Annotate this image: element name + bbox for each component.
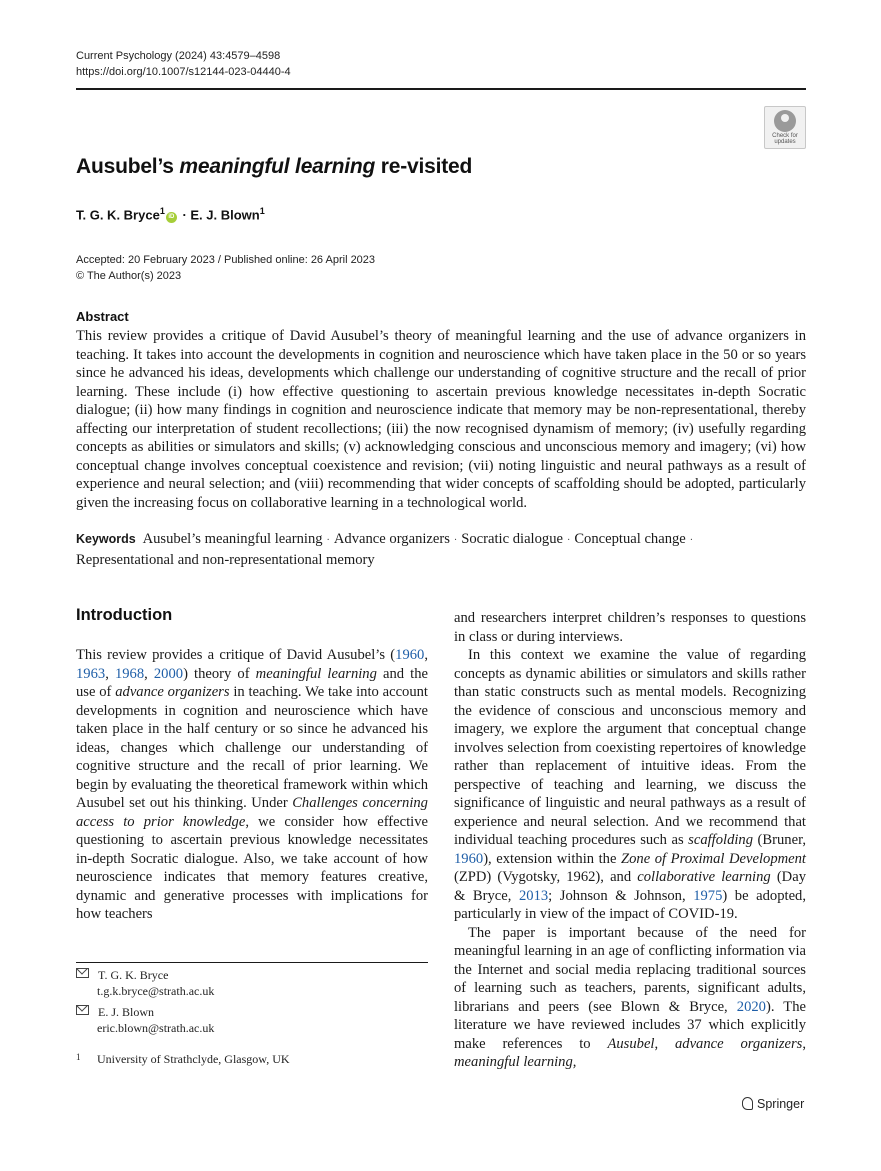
journal-citation [76,48,291,80]
text-run: , [654,1035,675,1052]
crossmark-label-1: Check for [772,133,798,139]
text-run: , [424,647,428,663]
keyword-separator: · [453,535,458,546]
publisher-name: Springer [757,1097,805,1111]
keyword-item: Representational and non-representational memory [76,551,375,568]
text-run: ), extension within the [483,850,621,867]
italic-term: Ausubel [607,1035,655,1052]
keyword-item: Advance organizers [333,531,450,547]
text-run: (Day & Bryce, [454,869,806,904]
text-run: This review provides a critique of David Ausubel’s ( [76,647,396,663]
text-run: , we consider how effective questioning to ascertain previous knowledge necessitates in-depth Socratic dialogue. Also, we take account of how neuroscience indicates that memory features creative, dynamic and generative processes with implications for how teachers [76,813,428,922]
envelope-icon [76,968,89,978]
publication-dates [76,252,375,284]
accepted-published-line: Accepted: 20 February 2023 / Published online: 26 April 2023 [76,254,376,266]
doi-link[interactable]: https://doi.org/10.1007/s12144-023-04440-4 [76,66,291,78]
keywords-label: Keywords [76,532,136,546]
copyright-line: © The Author(s) 2023 [76,270,182,282]
footnote-email[interactable]: t.g.k.bryce@strath.ac.uk [97,983,215,998]
author-affiliation-sup-2: 1 [259,206,265,216]
text-run: ). The literature we have reviewed includes 37 which explicitly make references to [454,998,806,1052]
author-affiliation-sup-1: 1 [159,206,165,216]
header-rule [76,88,806,90]
correspondence-author-1 [76,968,214,999]
italic-term: collaborative learning [637,869,771,885]
author-list [76,206,265,223]
springer-horse-icon [742,1097,753,1110]
title-part2: re-visited [375,155,473,178]
text-run: (Bruner, [753,832,807,848]
keyword-separator: · [689,535,694,546]
italic-term: advance organizers [674,1035,803,1052]
title-part1: Ausubel’s [76,155,180,178]
body-column-right [454,609,806,1072]
text-run: , [105,665,115,682]
text-run: , [802,1035,807,1052]
citation-link[interactable]: 1960 [395,647,425,663]
italic-term: meaningful learning [255,665,377,682]
italic-term: scaffolding [688,832,754,848]
citation-link[interactable]: 2020 [736,998,766,1015]
text-run: in teaching. We take into account developments in cognition and neuroscience which have taken place in the half century or so since he advanced his ideas, changes which challenge our understanding of cognitive structure and the recall of prior learning. We begin by evaluating the theoretical framework within which Ausubel set out his thinking. Under [76,684,428,811]
correspondence-author-2 [76,1005,214,1036]
abstract-text: This review provides a critique of David Ausubel’s theory of meaningful learning and the use of advance organizers in teaching. It takes into account the developments in cognition and neuroscience which have taken place in the 50 or so years since he advanced his ideas, developments which challenge our understanding of cognitive structure and the recall of prior learning. These include (i) how effective questioning to ascertain previous knowledge necessitates in-depth Socratic dialogue; (ii) how many findings in cognition and neuroscience indicate that memory may be non-representational, thereby affecting our interpretation of student recollections; (iii) the now recognised dynamism of memory; (iv) usefully regarding concepts as abilities or simulators and skills; (v) acknowledging conscious and unconscious memory and imagery; (vi) how conceptual change involves conceptual coexistence and revision; (vii) noting linguistic and neural pathways as a result of experience and neural selection; and (viii) recommending that wider concepts of scaffolding should be adopted, particularly given the increasing focus on collaborative learning in a technological world. [76,328,806,511]
text-run: In this context we examine the value of regarding concepts as dynamic abilities or simulators and skills rather than static constructs such as mental models. Recognizing the evidence of conscious and unconscious memory and imagery, we explore the argument that conceptual change involves selection from coexisting repertoires of knowledge rather than replacement of intuitive ideas. From the perspective of teaching and learning, we discuss the significance of linguistic and neural pathways as a result of experience and neural selection. And we recommend that individual teaching procedures such as [454,647,806,848]
affiliation-number: 1 [76,1052,81,1062]
italic-term: advance organizers [115,684,230,700]
italic-term: meaningful learning, [454,1054,577,1070]
journal-line: Current Psychology (2024) 43:4579–4598 [76,50,281,62]
check-for-updates-button[interactable] [764,106,806,149]
keywords-block [76,530,806,569]
section-heading-introduction: Introduction [76,606,173,624]
intro-paragraph-1 [76,646,428,924]
author-name-1[interactable]: T. G. K. Bryce [76,207,160,223]
crossmark-label-2: updates [774,139,796,145]
author-separator: · [178,207,191,223]
text-run: , [144,665,154,682]
text-run: and the use of [76,665,428,700]
text-run: ; Johnson & Johnson, [548,887,694,904]
article-title [76,155,472,179]
body-column-left [76,646,428,924]
author-name-2[interactable]: E. J. Blown [190,207,260,223]
keyword-item: Socratic dialogue [461,531,563,547]
publisher-logo [742,1097,804,1111]
keyword-separator: · [326,535,330,546]
citation-link[interactable]: 2000 [153,665,184,682]
italic-term: Zone of Proximal Development [621,850,806,867]
affiliation-text: University of Strathclyde, Glasgow, UK [97,1052,290,1066]
footnote-rule [76,962,428,963]
keyword-separator: · [566,535,571,546]
intro-paragraph-continued: and researchers interpret children’s responses to questions in class or during interviews. [454,610,806,645]
citation-link[interactable]: 1968 [114,665,145,682]
keyword-item: Conceptual change [574,531,686,547]
title-italic: meaningful learning [179,155,376,178]
text-run: The paper is important because of the need for meaningful learning in an age of conflicting information via the Internet and social media replacing traditional sources of learning such as teachers, parents, significant adults, librarians and peers (see Blown & Bryce, [454,924,806,1015]
footnote-email[interactable]: eric.blown@strath.ac.uk [97,1020,215,1035]
footnote-author-name: T. G. K. Bryce [98,968,169,982]
text-run: ) be adopted, particularly in view of the impact of COVID-19. [454,887,806,922]
footnote-author-name: E. J. Blown [98,1005,155,1019]
affiliation-footnote [76,1050,290,1068]
citation-link[interactable]: 2013 [518,887,549,904]
envelope-icon [76,1005,89,1015]
intro-paragraph-2 [454,646,806,924]
text-run: (ZPD) (Vygotsky, 1962), and [454,869,638,885]
abstract-heading: Abstract [76,309,129,324]
citation-link[interactable]: 1963 [76,665,106,682]
keyword-item: Ausubel’s meaningful learning [142,531,323,547]
citation-link[interactable]: 1975 [693,887,723,904]
italic-term: Challenges concerning access to prior knowledge [76,795,428,830]
crossmark-icon [774,110,796,132]
intro-paragraph-3 [454,924,806,1072]
orcid-icon[interactable]: iD [166,212,177,223]
citation-link[interactable]: 1960 [454,850,484,867]
text-run: ) theory of [183,665,256,682]
